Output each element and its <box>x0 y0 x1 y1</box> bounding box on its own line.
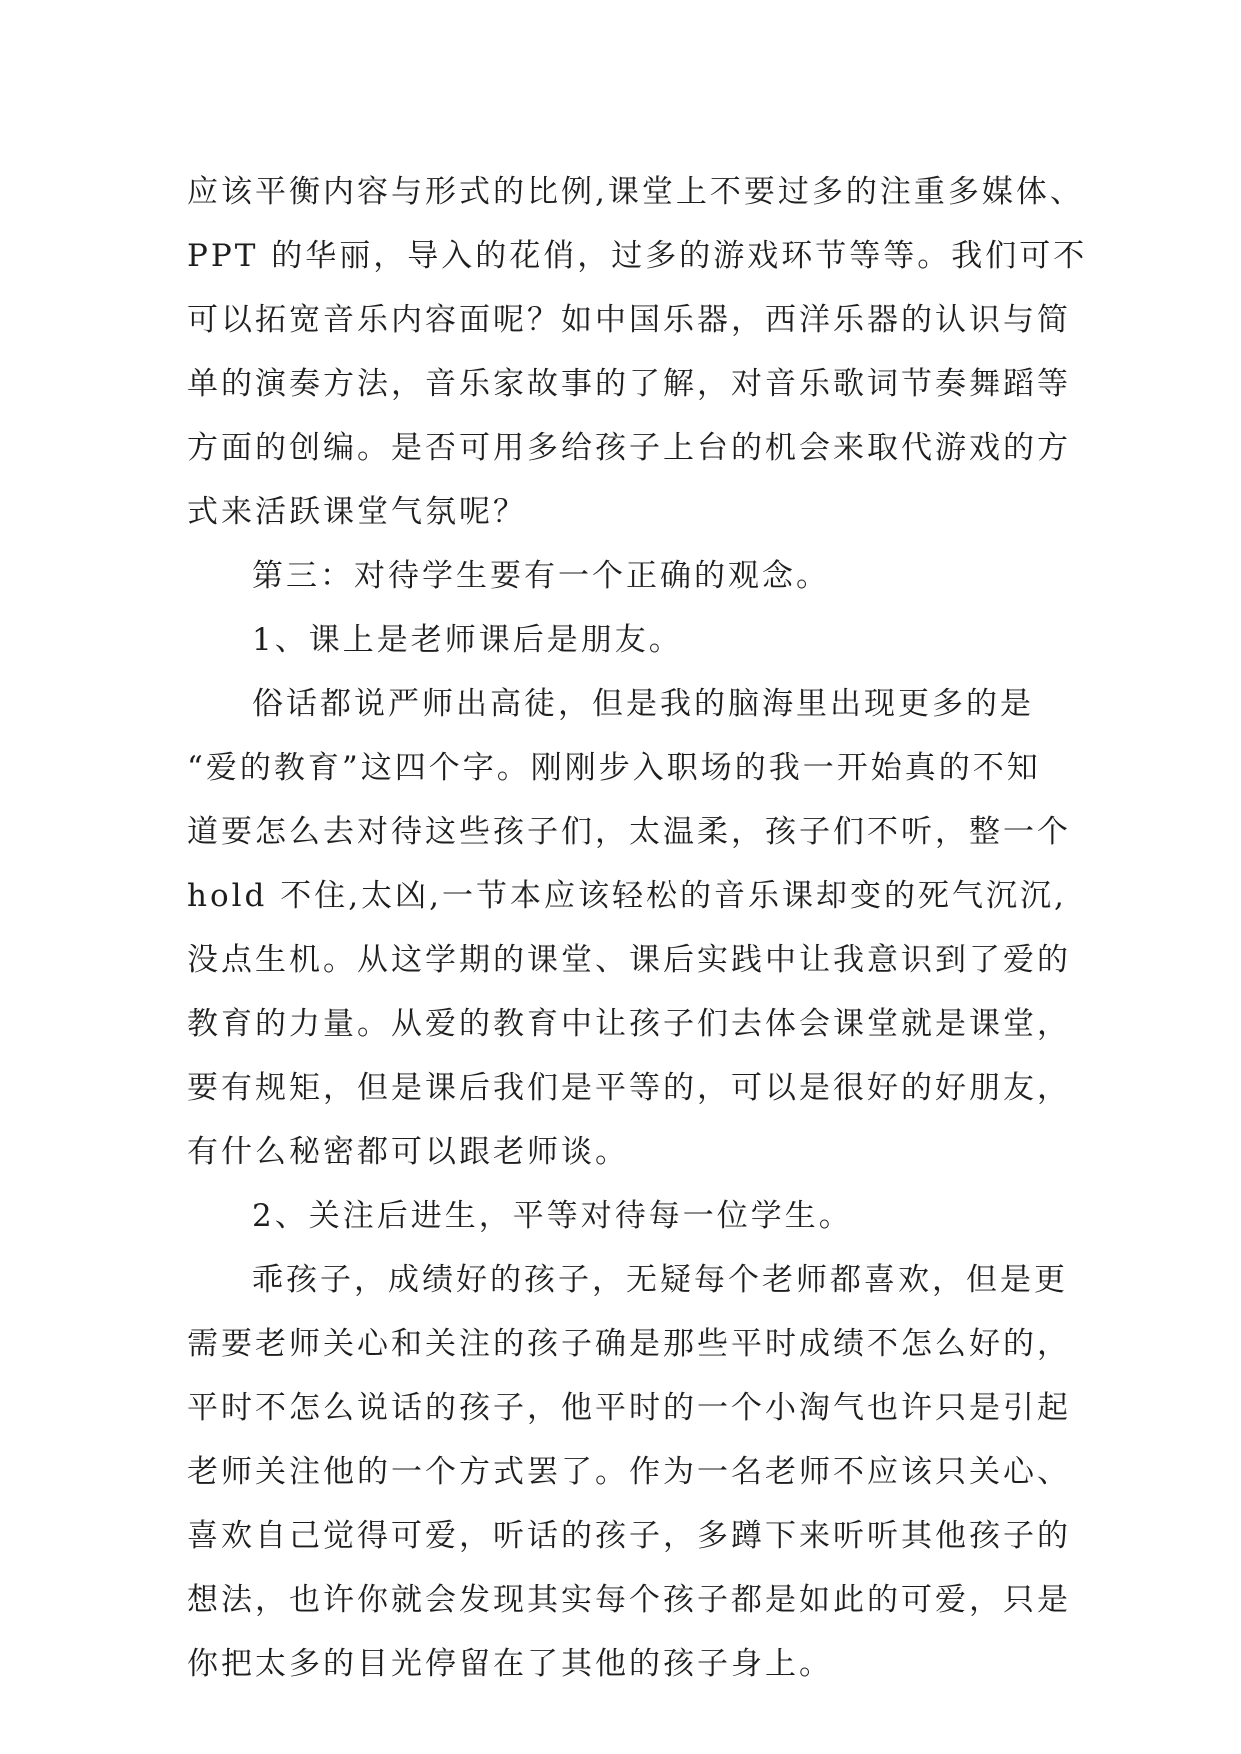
text-line: 你把太多的目光停留在了其他的孩子身上。 <box>187 1646 833 1682</box>
text-line: 方面的创编。是否可用多给孩子上台的机会来取代游戏的方 <box>187 430 1071 466</box>
subsection-heading: 2、关注后进生，平等对待每一位学生。 <box>252 1198 853 1234</box>
text-line: PPT 的华丽，导入的花俏，过多的游戏环节等等。我们可不 <box>187 238 1088 274</box>
text-line: 俗话都说严师出高徒，但是我的脑海里出现更多的是 <box>252 686 1034 722</box>
text-line: 应该平衡内容与形式的比例,课堂上不要过多的注重多媒体、 <box>187 174 1084 210</box>
text-line: 单的演奏方法，音乐家故事的了解，对音乐歌词节奏舞蹈等 <box>187 366 1071 402</box>
text-line: 教育的力量。从爱的教育中让孩子们去体会课堂就是课堂， <box>187 1006 1071 1042</box>
text-line: 平时不怎么说话的孩子，他平时的一个小淘气也许只是引起 <box>187 1390 1071 1426</box>
text-line: 乖孩子，成绩好的孩子，无疑每个老师都喜欢，但是更 <box>252 1262 1068 1298</box>
text-line: 有什么秘密都可以跟老师谈。 <box>187 1134 629 1170</box>
text-line: “爱的教育”这四个字。刚刚步入职场的我一开始真的不知 <box>187 750 1041 786</box>
text-line: 没点生机。从这学期的课堂、课后实践中让我意识到了爱的 <box>187 942 1071 978</box>
text-line: 老师关注他的一个方式罢了。作为一名老师不应该只关心、 <box>187 1454 1071 1490</box>
text-line: 想法，也许你就会发现其实每个孩子都是如此的可爱，只是 <box>187 1582 1071 1618</box>
section-heading: 第三：对待学生要有一个正确的观念。 <box>252 558 830 594</box>
body-text <box>187 160 1087 1696</box>
text-line: hold 不住,太凶,一节本应该轻松的音乐课却变的死气沉沉, <box>187 878 1067 914</box>
text-line: 道要怎么去对待这些孩子们，太温柔，孩子们不听，整一个 <box>187 814 1071 850</box>
text-line: 式来活跃课堂气氛呢？ <box>187 494 527 530</box>
text-line: 喜欢自己觉得可爱，听话的孩子，多蹲下来听听其他孩子的 <box>187 1518 1071 1554</box>
text-line: 要有规矩，但是课后我们是平等的，可以是很好的好朋友， <box>187 1070 1071 1106</box>
text-line: 可以拓宽音乐内容面呢？如中国乐器，西洋乐器的认识与简 <box>187 302 1071 338</box>
subsection-heading: 1、课上是老师课后是朋友。 <box>252 622 683 658</box>
text-line: 需要老师关心和关注的孩子确是那些平时成绩不怎么好的， <box>187 1326 1071 1362</box>
